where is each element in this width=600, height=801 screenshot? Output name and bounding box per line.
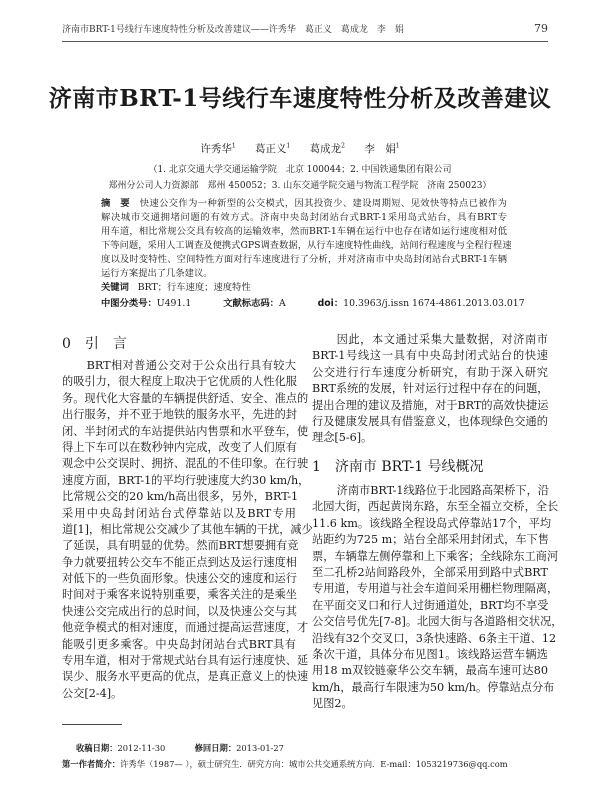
text-line: 他竞争模式的相对速度，而通过提高运营速度，才 xyxy=(62,621,309,635)
doi-value: 10.3963/j.issn 1674-4861.2013.03.017 xyxy=(343,298,525,309)
text-line: BRT相对普通公交对于公众出行具有较大 xyxy=(86,359,296,372)
text-line: 公交进行行车速度分析研究，有助于深入研究 xyxy=(312,365,548,379)
text-line: 误少、服务水平更高的优点，是真正意义上的快速 xyxy=(62,670,309,684)
text-line: km/h，最高行车限速为50 km/h。停靠站点分布 xyxy=(312,680,555,694)
keywords xyxy=(101,279,251,293)
author-affil-mark: 1 xyxy=(395,142,400,150)
abstract xyxy=(101,197,512,281)
text-line: 提出合理的建议及措施，对于BRT的高效快捷运 xyxy=(312,398,549,412)
body-paragraph xyxy=(62,358,313,702)
author-list xyxy=(0,141,600,156)
text-line: 务。现代化大容量的车辆提供舒适、安全、准点的 xyxy=(62,391,309,405)
text-line: 沿线有32个交叉口，3条快速路、6条主干道、12 xyxy=(312,631,557,645)
abstract-line xyxy=(101,197,507,211)
abstract-line: 运行方案提出了几条建议。 xyxy=(101,268,213,279)
received-label: 收稿日期： xyxy=(76,743,118,753)
text-line: 采用中央岛封闭站台式停靠站以及BRT专用 xyxy=(62,506,296,520)
clc-value: U491.1 xyxy=(156,298,192,309)
text-line: 能吸引更多乘客。中央岛封闭站台式BRT具有 xyxy=(62,637,296,651)
text-line: 北园大街，西起黄岗东路，东至全福立交桥，全长 xyxy=(312,500,559,514)
author-name: 葛成龙 xyxy=(309,143,342,155)
section-heading-introduction: 0 引 言 xyxy=(62,336,127,352)
text-line: 观念中公交误时、拥挤、混乱的不佳印象。在行驶 xyxy=(62,457,309,471)
clc-label: 中图分类号： xyxy=(101,298,157,309)
author xyxy=(364,143,399,155)
text-line: 闭、半封闭式的车站提供站内售票和水平登车，使 xyxy=(62,424,309,438)
text-line: 时间对于乘客来说特别重要，乘客关注的是乘坐 xyxy=(62,588,297,602)
page-number: 79 xyxy=(534,22,548,35)
keywords-label: 关键词 xyxy=(101,282,129,293)
text-line: 公交[2-4]。 xyxy=(62,686,123,700)
abstract-label: 摘 要 xyxy=(101,198,131,209)
text-line: 速度方面，BRT-1的平均行驶速度大约30 km/h， xyxy=(62,473,310,487)
text-line: 在平面交叉口和行人过街通道处，BRT均不享受 xyxy=(312,598,549,612)
author xyxy=(310,143,345,155)
author-name: 葛正义 xyxy=(255,143,287,155)
revised-label: 修回日期： xyxy=(194,743,237,753)
received-date: 2012-11-30 xyxy=(117,743,166,753)
running-head-text: 济南市BRT-1号线行车速度特性分析及改善建议——许秀华 葛正义 葛成龙 李 娟 xyxy=(62,25,404,35)
abstract-line: 解决城市交通拥堵问题的有效方式。济南中央岛封闭站台式BRT-1采用岛式站台，具有BRT专 xyxy=(101,212,507,223)
text-line: 公交信号优先[7-8]。北园大街与各道路相交状况， xyxy=(312,615,563,629)
text-line: 专用道，专用道与社会车道间采用栅栏物理隔离， xyxy=(312,582,559,596)
text-line: 了延误，具有明显的优势。然而BRT想要拥有竞 xyxy=(62,539,299,553)
text-line: 争力就要扭转公交车不能正点到达及运行速度相 xyxy=(62,555,297,569)
author-affil-mark: 1 xyxy=(231,142,236,150)
text-line: 用18 m双铰链豪华公交车辆，最高车速可达80 xyxy=(312,664,548,678)
text-line: 比常规公交的20 km/h高出很多，另外，BRT-1 xyxy=(62,490,299,504)
abstract-line: 用车道，相比常规公交具有较高的运输效率，然而BRT-1车辆在运行中也存在诸如运行速度相对低 xyxy=(101,226,507,237)
text-line: 11.6 km。该线路全程设岛式停靠站17个，平均 xyxy=(312,516,552,530)
text-line: 见图2。 xyxy=(312,697,353,711)
text-line: 得上下车可以在数秒钟内完成，改变了人们原有 xyxy=(62,440,297,454)
abstract-line: 下等问题，采用人工调查及便携式GPS调查数据，从行车速度特性曲线，站间行程速度与全程行程速 xyxy=(101,240,512,251)
text-line: 济南市BRT-1线路位于北园路高架桥下，沿 xyxy=(336,484,549,497)
doc-code-label: 文献标志码： xyxy=(223,298,279,309)
header-rule xyxy=(62,41,548,42)
author-name: 李 娟 xyxy=(364,143,396,155)
text-line: 理念[5-6]。 xyxy=(312,431,373,445)
paper-title: 济南市BRT-1号线行车速度特性分析及改善建议 xyxy=(48,85,552,112)
text-line: 条次干道，具体分布见图1。该线路运营车辆选 xyxy=(312,647,548,661)
text-line: 出行服务，并不亚于地铁的服务水平，先进的封 xyxy=(62,408,297,422)
text-line: 站距约为725 m；站台全部采用封闭式，车下售 xyxy=(312,533,549,547)
footnote-author xyxy=(62,758,508,770)
text-line: 快速公交完成出行的总时间，以及快速公交与其 xyxy=(62,604,297,618)
author-name: 许秀华 xyxy=(200,143,232,155)
text-line: 专用车道，相对于常规式站台具有运行速度快、延 xyxy=(62,654,309,668)
affiliation-line: 郑州分公司人力资源部 郑州 450052；3. 山东交通学院交通与物流工程学院 济南 250023） xyxy=(108,181,492,191)
keywords-value: BRT；行车速度；速度特性 xyxy=(137,282,251,293)
body-paragraph xyxy=(312,483,563,712)
classification xyxy=(101,295,525,309)
footnote-rule xyxy=(62,724,122,725)
abstract-text: 快速公交作为一种新型的公交模式，因其投资少、建设周期短、见效快等特点已被作为 xyxy=(139,198,507,209)
text-line: BRT-1号线这一具有中央岛封闭式站台的快速 xyxy=(312,349,548,363)
affiliation-line: （1. 北京交通大学交通运输学院 北京 100044；2. 中国铁通集团有限公司 xyxy=(148,165,452,175)
author xyxy=(255,143,290,155)
abstract-line: 度以及时变特性、空间特性方面对行车速度进行了分析，并对济南市中央岛封闭站台式BRT-1车辆 xyxy=(101,254,507,265)
text-line: 道[1]，相比常规公交减少了其他车辆的干扰，减少 xyxy=(62,522,313,536)
text-line: 行及健康发展具有借鉴意义，也体现绿色交通的 xyxy=(312,414,548,428)
text-line: BRT系统的发展，针对运行过程中存在的问题， xyxy=(312,382,549,396)
footnote-dates xyxy=(76,742,284,754)
text-line: 对低下的一些负面形象。快速公交的速度和运行 xyxy=(62,572,297,586)
author-bio-label: 第一作者简介： xyxy=(62,759,121,769)
author-affil-mark: 2 xyxy=(341,142,345,150)
doi-label: doi： xyxy=(317,298,344,309)
section-heading-overview: 1 济南市 BRT-1 号线概况 xyxy=(312,459,484,475)
text-line: 的吸引力，很大程度上取决于它优质的人性化服 xyxy=(62,375,297,389)
running-head xyxy=(62,22,548,35)
author xyxy=(200,143,235,155)
body-paragraph xyxy=(312,332,548,447)
text-line: 至二孔桥2站间路段外，全部采用到路中式BRT xyxy=(312,565,548,579)
text-line: 票，车辆靠左侧停靠和上下乘客；全线除东工商河 xyxy=(312,549,559,563)
text-line: 因此，本文通过采集大量数据，对济南市 xyxy=(336,333,548,346)
doc-code-value: A xyxy=(278,298,286,309)
author-bio: 许秀华（1987— ），硕士研究生．研究方向：城市公共交通系统方向．E-mail：1053219736@qq.com xyxy=(120,759,508,769)
revised-date: 2013-01-27 xyxy=(236,743,284,753)
author-affil-mark: 1 xyxy=(286,142,291,150)
